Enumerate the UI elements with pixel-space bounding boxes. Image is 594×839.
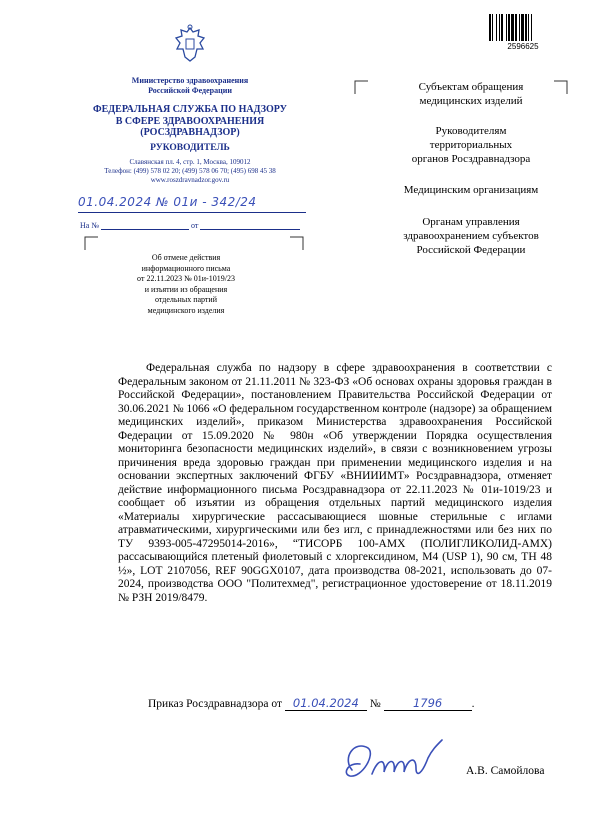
subject-block: Об отмене действия информационного письма от 22.11.2023 № 01и-1019/23 и изъятии из обращения отдельных партий медицинского изделия [137, 253, 235, 315]
recipient-1: Субъектам обращения медицинских изделий [418, 81, 524, 107]
service-name: ФЕДЕРАЛЬНАЯ СЛУЖБА ПО НАДЗОРУ В СФЕРЕ ЗДРАВООХРАНЕНИЯ (РОСЗДРАВНАДЗОР) [93, 104, 287, 138]
recipient-3: Медицинским организациям [403, 184, 539, 196]
coat-of-arms-emblem [173, 24, 207, 64]
recipient-4: Органам управления здравоохранением субъектов Российской Федерации [403, 216, 539, 256]
subject-bracket [84, 236, 304, 252]
barcode-number: 2596625 [507, 42, 539, 51]
handwritten-signature [332, 728, 452, 790]
recipient-2: Руководителям территориальных органов Росздравнадзора [411, 125, 531, 165]
address-block: Славянская пл. 4, стр. 1, Москва, 109012 Телефон: (499) 578 02 20; (499) 578 06 70; (495) 698 45 38 www.roszdravnadzor.gov.ru [104, 158, 276, 184]
handwritten-outgoing-number: 01.04.2024 № 01и - 342/24 [78, 195, 257, 209]
reference-line: На № от [80, 220, 300, 230]
ministry-name: Министерство здравоохранения Российской Федерации [131, 76, 249, 95]
head-title: РУКОВОДИТЕЛЬ [150, 143, 230, 153]
signatory-name: А.В. Самойлова [466, 765, 545, 777]
number-line [78, 212, 306, 213]
barcode [488, 14, 558, 42]
order-number: 1796 [412, 696, 443, 710]
order-date: 01.04.2024 [292, 696, 359, 710]
letter-body: Федеральная служба по надзору в сфере здравоохранения в соответствии с Федеральным законом от 21.11.2011 № 323-ФЗ «Об основах охраны здоровья граждан в Российской Федерации», постановлением Правительства Российской Федерации от 30.06.2021 № 1066 «О федеральном государственном контроле (надзоре) за обращением медицинских изделий», приказом Министерства здравоохранения Российской Федерации от 15.09.2020 № 980н «Об утверждении Порядка осуществления мониторинга безопасности медицинских изделий», в связи с возникновением угрозы причинения вреда здоровью граждан при применении медицинского изделия и на основании экспертных заключений ФГБУ «ВНИИИМТ» Росздравнадзора, отменяет действие информационного письма Росздравнадзора от 22.11.2023 № 01и-1019/23 и сообщает об изъятии из обращения отдельных партий медицинского изделия «Материалы хирургические рассасывающиеся шовные стерильные с иглами атравматическими, хирургическими или без игл, с принадлежностями или без них по ТУ 9393-005-47295014-2016», “ТИСОРБ 100-АМХ (ПОЛИГЛИКОЛИД-АМХ) рассасывающийся плетеный фиолетовый с хлоргексидином, М4 (USP 1), 90 см, ТН 48 ½», LOT 2107056, REF 90GGX0107, дата производства 08-2021, использовать до 07-2024, производства ООО "Политехмед", регистрационное удостоверение от 18.11.2019 № РЗН 2019/8479. [118, 362, 552, 604]
order-line: Приказ Росздравнадзора от 01.04.2024 № 1796 . [148, 696, 475, 710]
